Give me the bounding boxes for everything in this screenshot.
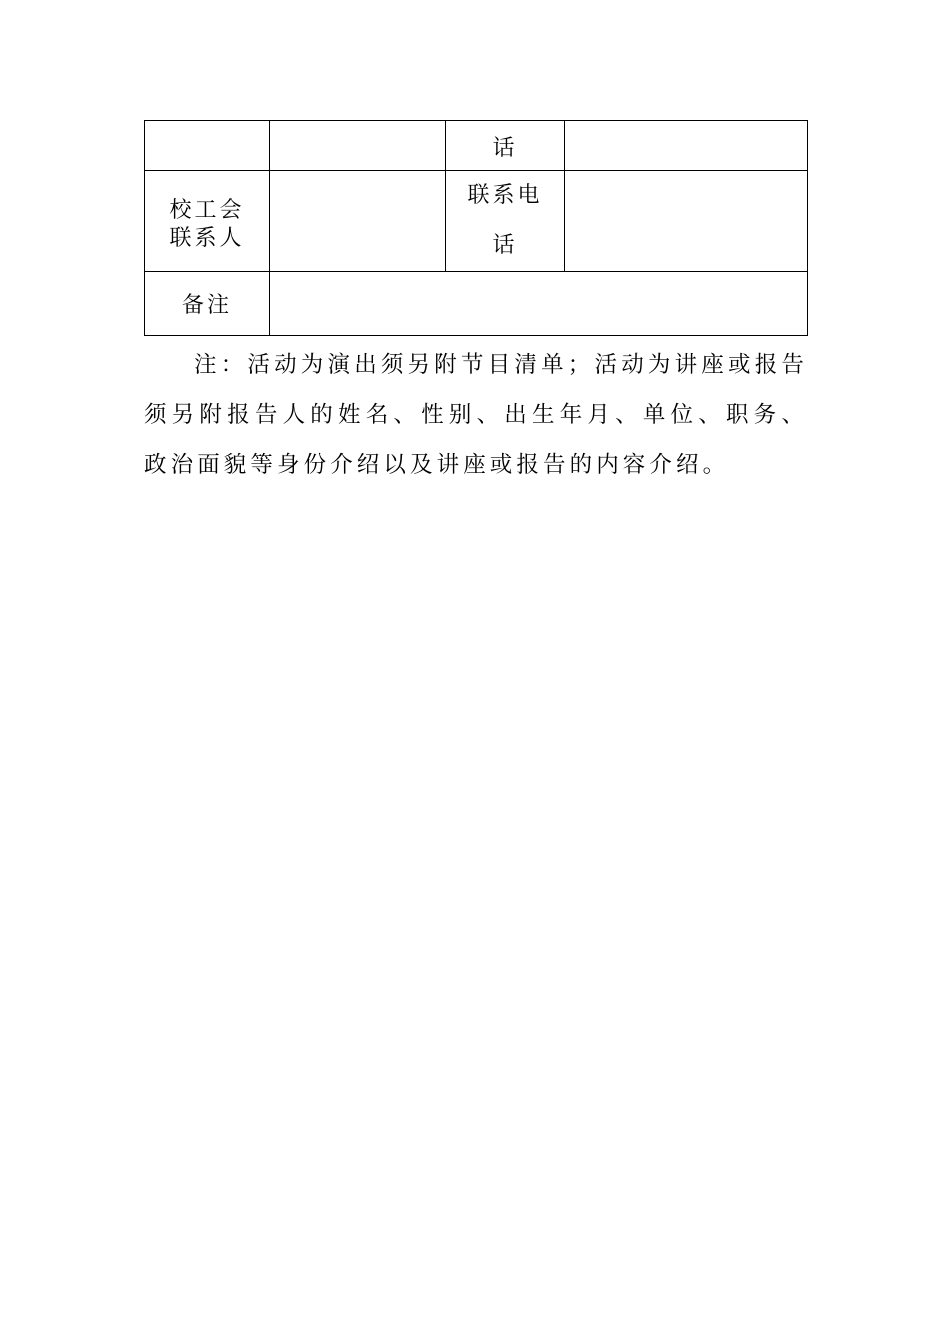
- row1-value-cell[interactable]: [270, 121, 446, 171]
- union-contact-label-cell: [145, 171, 270, 272]
- row1-phone-label-cell: [446, 121, 565, 171]
- table-row: [145, 272, 808, 336]
- remarks-label-cell: [145, 272, 270, 336]
- table-row: [145, 121, 808, 171]
- phone-label-tail: 话: [492, 136, 518, 161]
- union-contact-label-line1: 校工会: [169, 198, 245, 223]
- union-contact-value-cell[interactable]: [270, 171, 446, 272]
- row1-phone-value-cell[interactable]: [565, 121, 808, 171]
- form-footnote: 注：活动为演出须另附节目清单；活动为讲座或报告须另附报告人的姓名、性别、出生年月、单位、职务、政治面貌等身份介绍以及讲座或报告的内容介绍。: [144, 352, 808, 478]
- union-contact-label: [169, 189, 244, 253]
- remarks-label: 备注: [181, 293, 232, 318]
- contact-phone-value-cell[interactable]: [565, 171, 808, 272]
- row1-label-cell: [145, 121, 270, 171]
- table-row: [145, 171, 808, 272]
- union-contact-label-line2: 联系人: [169, 226, 245, 251]
- remarks-value-cell[interactable]: [270, 272, 808, 336]
- contact-phone-label: 联系电话: [467, 183, 543, 258]
- contact-phone-label-cell: [446, 171, 565, 272]
- application-form-table: [144, 120, 808, 336]
